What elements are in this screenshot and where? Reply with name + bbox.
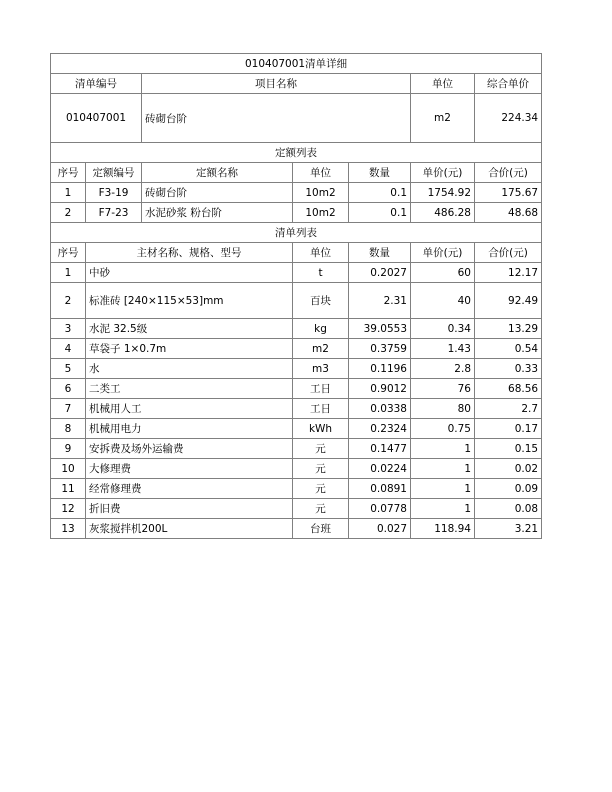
material-index: 5 xyxy=(51,359,86,379)
material-total: 0.33 xyxy=(475,359,542,379)
material-total: 12.17 xyxy=(475,263,542,283)
material-header-cell: 合价(元) xyxy=(475,243,542,263)
item-header-row xyxy=(51,74,542,94)
quota-unit-price: 1754.92 xyxy=(411,183,475,203)
material-unit: kg xyxy=(293,319,349,339)
quota-qty: 0.1 xyxy=(349,183,411,203)
material-row xyxy=(51,339,542,359)
quota-section-title: 定额列表 xyxy=(51,143,542,163)
material-unit: m2 xyxy=(293,339,349,359)
quota-name: 水泥砂浆 粉台阶 xyxy=(142,203,293,223)
quota-total: 48.68 xyxy=(475,203,542,223)
quota-unit: 10m2 xyxy=(293,203,349,223)
quota-index: 1 xyxy=(51,183,86,203)
header-code: 清单编号 xyxy=(51,74,142,94)
material-header-cell: 单价(元) xyxy=(411,243,475,263)
material-index: 3 xyxy=(51,319,86,339)
quota-header-row xyxy=(51,163,542,183)
material-name: 草袋子 1×0.7m xyxy=(86,339,293,359)
material-total: 0.17 xyxy=(475,419,542,439)
material-qty: 0.3759 xyxy=(349,339,411,359)
material-header-cell: 序号 xyxy=(51,243,86,263)
header-price: 综合单价 xyxy=(475,74,542,94)
material-total: 0.54 xyxy=(475,339,542,359)
header-name: 项目名称 xyxy=(142,74,411,94)
material-name: 经常修理费 xyxy=(86,479,293,499)
material-index: 8 xyxy=(51,419,86,439)
material-row xyxy=(51,479,542,499)
material-header-cell: 数量 xyxy=(349,243,411,263)
quota-index: 2 xyxy=(51,203,86,223)
material-index: 10 xyxy=(51,459,86,479)
material-qty: 39.0553 xyxy=(349,319,411,339)
material-qty: 0.1196 xyxy=(349,359,411,379)
material-qty: 0.0338 xyxy=(349,399,411,419)
quota-row xyxy=(51,203,542,223)
material-qty: 0.0778 xyxy=(349,499,411,519)
material-name: 水泥 32.5级 xyxy=(86,319,293,339)
quota-name: 砖砌台阶 xyxy=(142,183,293,203)
material-total: 92.49 xyxy=(475,283,542,319)
material-total: 0.08 xyxy=(475,499,542,519)
material-unit-price: 1 xyxy=(411,479,475,499)
quota-header-cell: 定额名称 xyxy=(142,163,293,183)
material-unit: 台班 xyxy=(293,519,349,539)
material-name: 安拆费及场外运输费 xyxy=(86,439,293,459)
material-index: 6 xyxy=(51,379,86,399)
material-unit: 元 xyxy=(293,499,349,519)
material-index: 11 xyxy=(51,479,86,499)
material-qty: 0.027 xyxy=(349,519,411,539)
material-index: 2 xyxy=(51,283,86,319)
material-unit-price: 60 xyxy=(411,263,475,283)
material-qty: 0.0224 xyxy=(349,459,411,479)
material-name: 灰浆搅拌机200L xyxy=(86,519,293,539)
material-total: 3.21 xyxy=(475,519,542,539)
material-index: 1 xyxy=(51,263,86,283)
material-row xyxy=(51,459,542,479)
material-unit-price: 1 xyxy=(411,459,475,479)
material-name: 二类工 xyxy=(86,379,293,399)
material-name: 机械用人工 xyxy=(86,399,293,419)
item-price: 224.34 xyxy=(475,94,542,143)
material-qty: 2.31 xyxy=(349,283,411,319)
material-row xyxy=(51,399,542,419)
material-row xyxy=(51,379,542,399)
material-unit-price: 40 xyxy=(411,283,475,319)
material-name: 中砂 xyxy=(86,263,293,283)
material-header-row xyxy=(51,243,542,263)
material-section-title-row xyxy=(51,223,542,243)
material-unit-price: 1.43 xyxy=(411,339,475,359)
quota-total: 175.67 xyxy=(475,183,542,203)
material-row xyxy=(51,499,542,519)
material-header-cell: 单位 xyxy=(293,243,349,263)
material-unit-price: 76 xyxy=(411,379,475,399)
page-title: 010407001清单详细 xyxy=(51,54,542,74)
material-unit: 元 xyxy=(293,479,349,499)
material-total: 0.02 xyxy=(475,459,542,479)
material-total: 2.7 xyxy=(475,399,542,419)
material-unit: 百块 xyxy=(293,283,349,319)
material-qty: 0.0891 xyxy=(349,479,411,499)
material-unit: m3 xyxy=(293,359,349,379)
material-name: 水 xyxy=(86,359,293,379)
material-row xyxy=(51,263,542,283)
material-row xyxy=(51,359,542,379)
material-qty: 0.2324 xyxy=(349,419,411,439)
material-index: 13 xyxy=(51,519,86,539)
item-code: 010407001 xyxy=(51,94,142,143)
material-name: 标准砖 [240×115×53]mm xyxy=(86,283,293,319)
header-unit: 单位 xyxy=(411,74,475,94)
material-row xyxy=(51,519,542,539)
material-unit-price: 118.94 xyxy=(411,519,475,539)
quota-header-cell: 单价(元) xyxy=(411,163,475,183)
material-qty: 0.2027 xyxy=(349,263,411,283)
material-header-cell: 主材名称、规格、型号 xyxy=(86,243,293,263)
material-qty: 0.1477 xyxy=(349,439,411,459)
material-index: 12 xyxy=(51,499,86,519)
material-section-title: 清单列表 xyxy=(51,223,542,243)
material-name: 折旧费 xyxy=(86,499,293,519)
quota-code: F3-19 xyxy=(86,183,142,203)
quota-unit: 10m2 xyxy=(293,183,349,203)
material-index: 9 xyxy=(51,439,86,459)
material-row xyxy=(51,419,542,439)
material-index: 4 xyxy=(51,339,86,359)
material-total: 13.29 xyxy=(475,319,542,339)
material-unit: 元 xyxy=(293,459,349,479)
material-unit-price: 0.75 xyxy=(411,419,475,439)
quota-header-cell: 序号 xyxy=(51,163,86,183)
material-unit: 工日 xyxy=(293,379,349,399)
quota-unit-price: 486.28 xyxy=(411,203,475,223)
material-unit: 工日 xyxy=(293,399,349,419)
title-row xyxy=(51,54,542,74)
item-unit: m2 xyxy=(411,94,475,143)
material-unit-price: 80 xyxy=(411,399,475,419)
quota-qty: 0.1 xyxy=(349,203,411,223)
material-unit: kWh xyxy=(293,419,349,439)
quota-header-cell: 合价(元) xyxy=(475,163,542,183)
item-name: 砖砌台阶 xyxy=(142,94,411,143)
material-unit-price: 1 xyxy=(411,439,475,459)
material-index: 7 xyxy=(51,399,86,419)
bill-detail-table xyxy=(50,53,542,539)
material-unit: t xyxy=(293,263,349,283)
quota-header-cell: 定额编号 xyxy=(86,163,142,183)
material-unit-price: 1 xyxy=(411,499,475,519)
material-unit-price: 2.8 xyxy=(411,359,475,379)
material-total: 68.56 xyxy=(475,379,542,399)
quota-row xyxy=(51,183,542,203)
quota-code: F7-23 xyxy=(86,203,142,223)
material-unit-price: 0.34 xyxy=(411,319,475,339)
material-total: 0.09 xyxy=(475,479,542,499)
material-row xyxy=(51,439,542,459)
quota-section-title-row xyxy=(51,143,542,163)
material-row xyxy=(51,283,542,319)
material-row xyxy=(51,319,542,339)
quota-header-cell: 数量 xyxy=(349,163,411,183)
material-unit: 元 xyxy=(293,439,349,459)
quota-header-cell: 单位 xyxy=(293,163,349,183)
material-qty: 0.9012 xyxy=(349,379,411,399)
material-name: 机械用电力 xyxy=(86,419,293,439)
item-row xyxy=(51,94,542,143)
material-total: 0.15 xyxy=(475,439,542,459)
material-name: 大修理费 xyxy=(86,459,293,479)
